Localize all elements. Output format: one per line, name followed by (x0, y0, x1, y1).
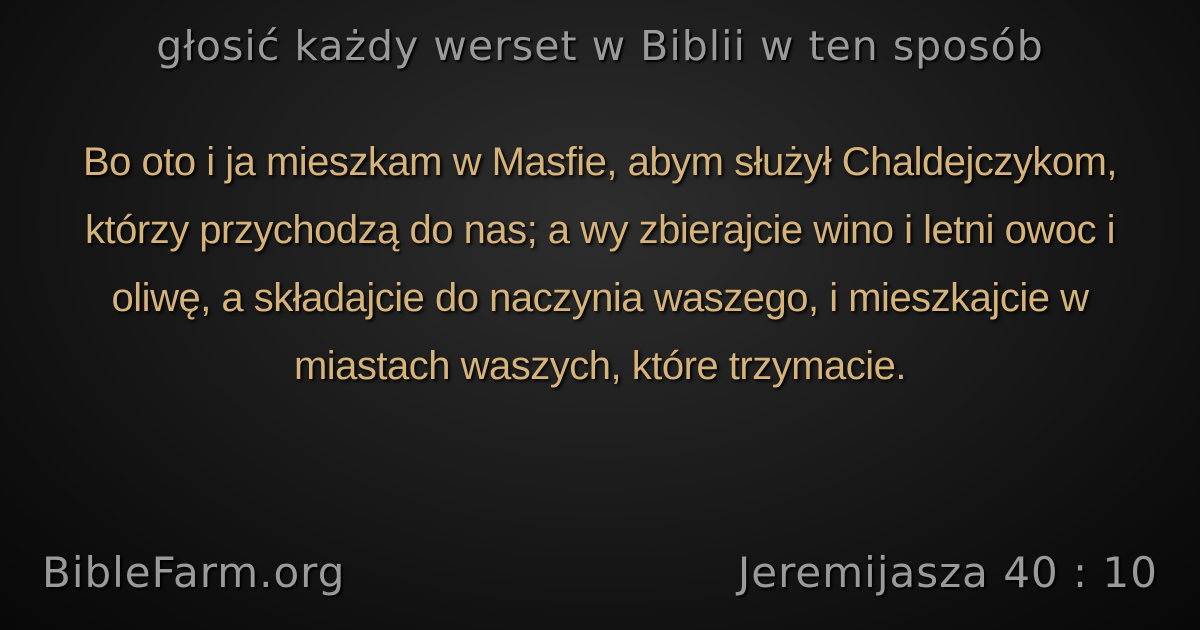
site-name: BibleFarm.org (42, 548, 346, 597)
verse-reference: Jeremijasza 40 : 10 (737, 548, 1158, 597)
verse-text: Bo oto i ja mieszkam w Masfie, abym służył Chaldejczykom, którzy przychodzą do nas; a wy zbierajcie wino i letni owoc i oliwę, a składajcie do naczynia waszego, i mieszkajcie w miastach waszych, które trzymacie. (82, 140, 1118, 388)
tagline: głosić każdy werset w Biblii w ten sposób (156, 22, 1044, 70)
